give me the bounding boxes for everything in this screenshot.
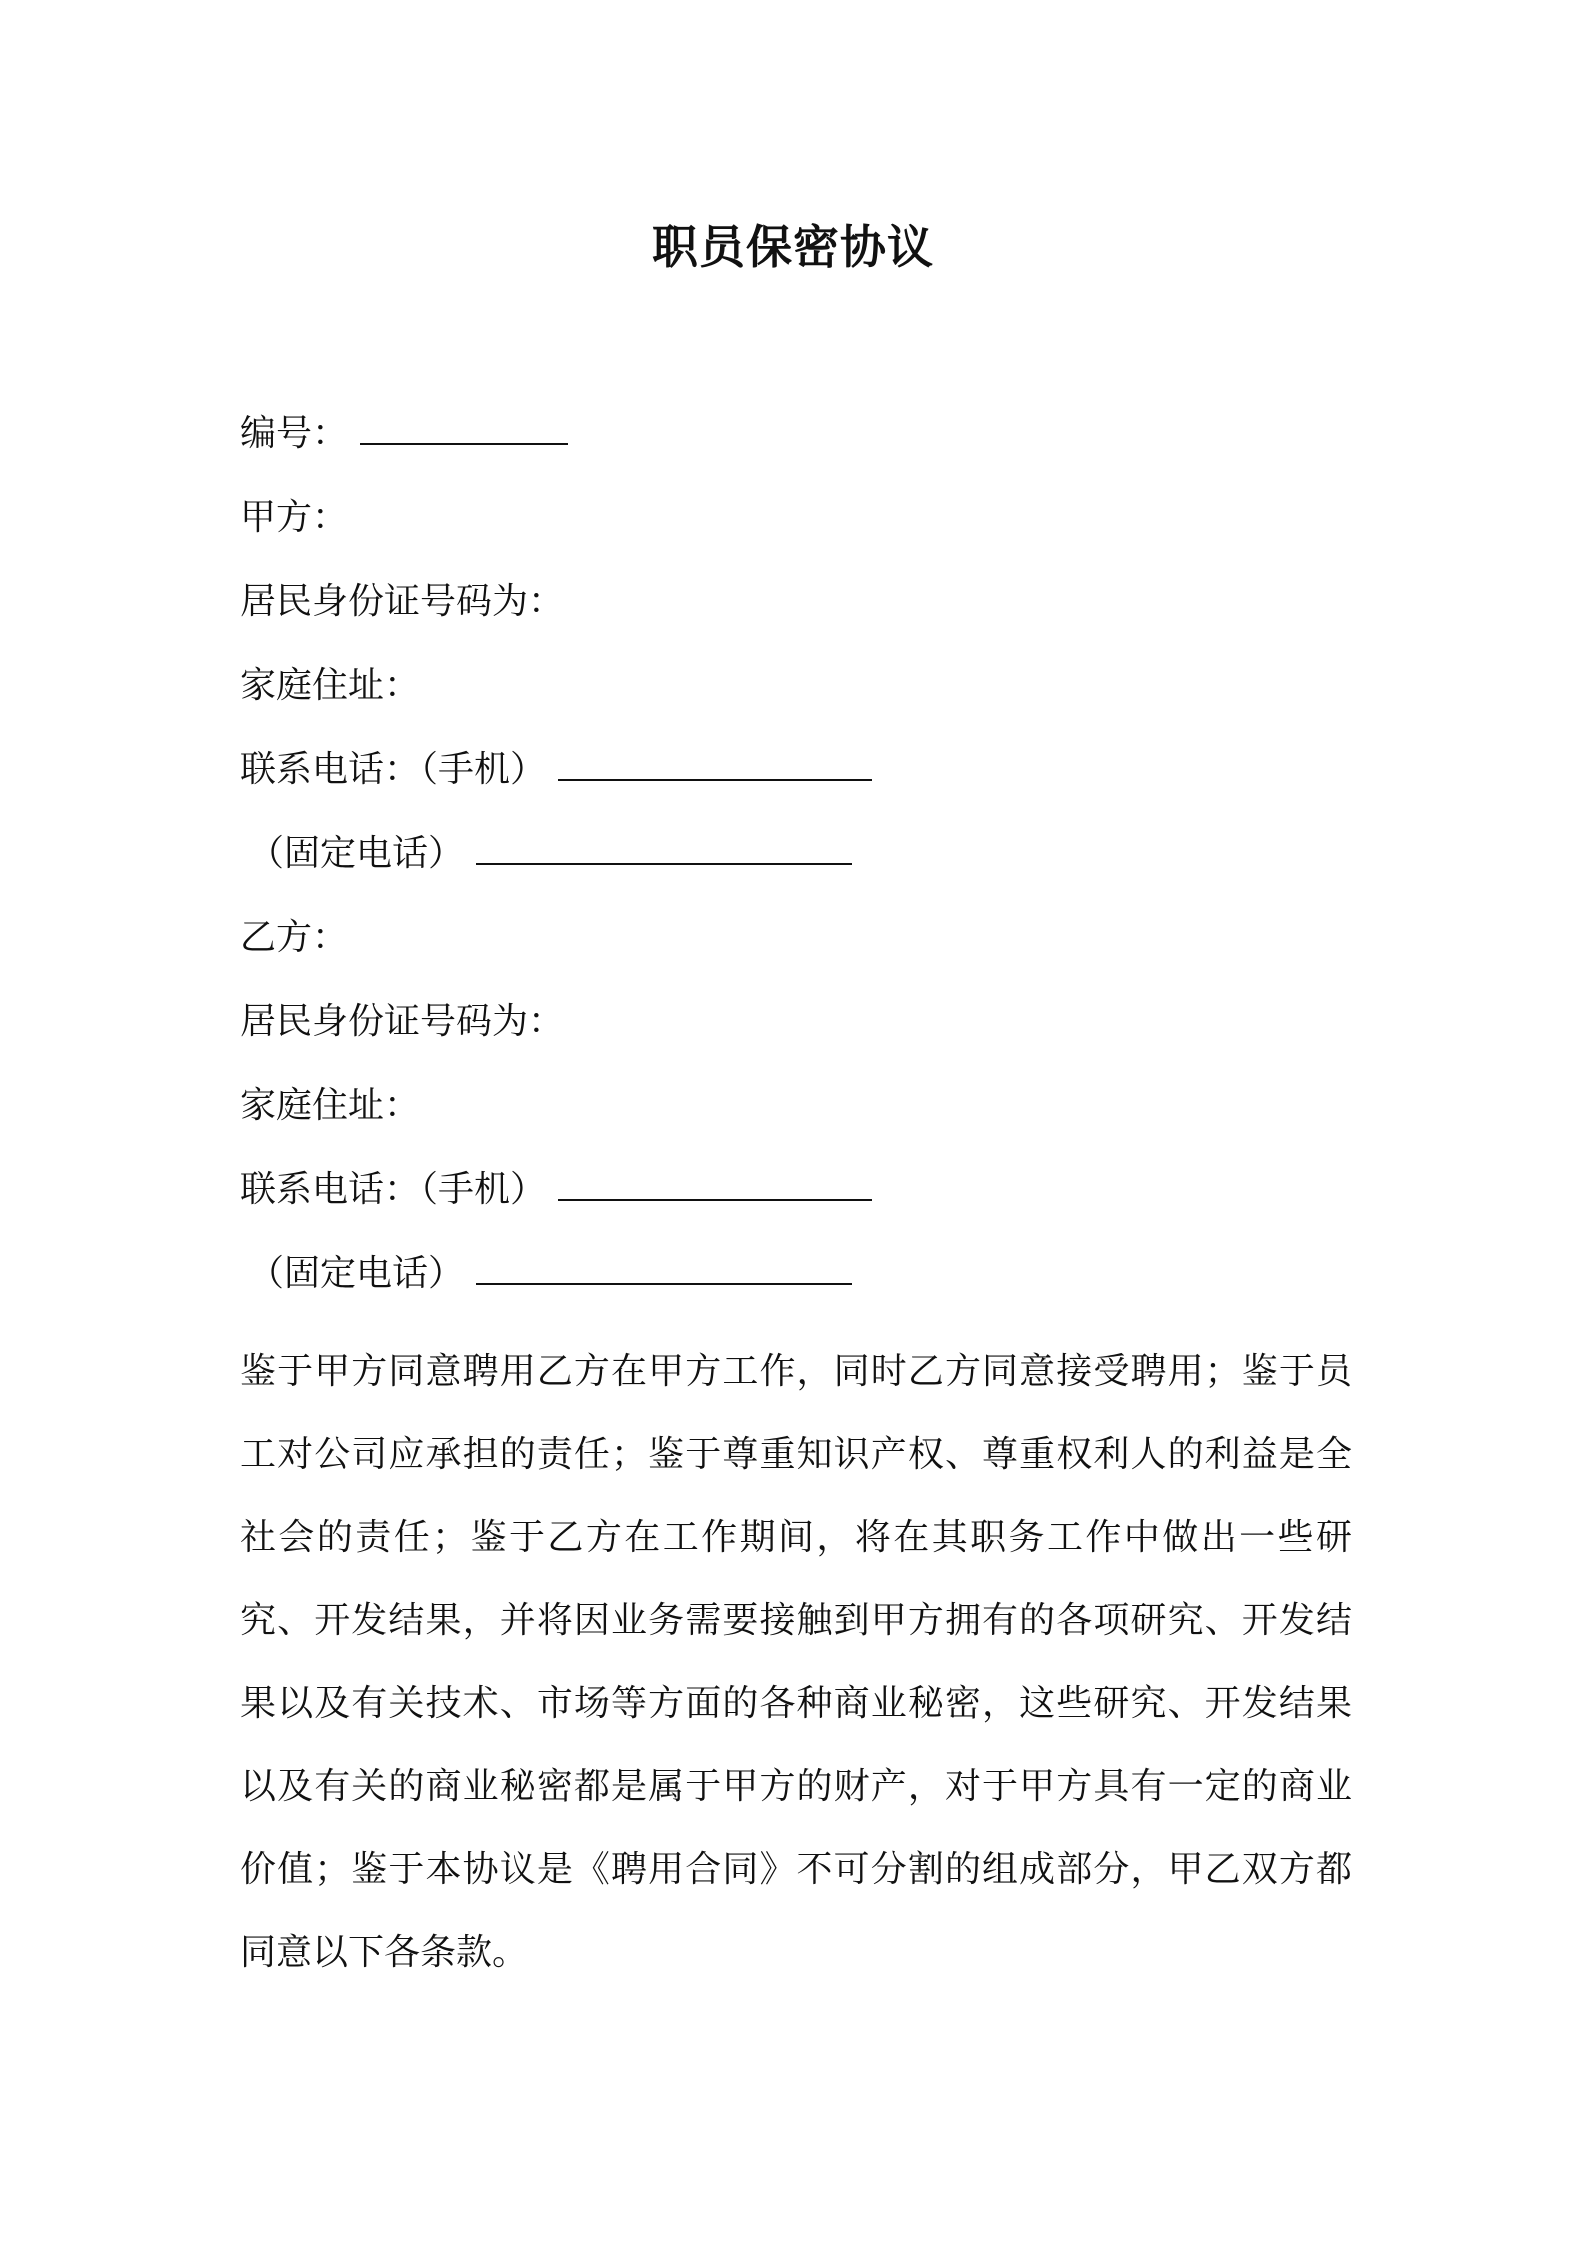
party-b-landline-blank — [476, 1279, 852, 1285]
party-b-id-label: 居民身份证号码为： — [240, 1001, 565, 1042]
party-b-landline-field — [248, 1248, 852, 1300]
party-b-mobile-label: 联系电话：（手机） — [240, 1169, 547, 1210]
party-a-mobile-field — [240, 744, 872, 796]
party-b-mobile-blank — [558, 1195, 872, 1201]
party-b-label: 乙方： — [240, 917, 349, 958]
party-b-address-label: 家庭住址： — [240, 1085, 421, 1126]
party-a-mobile-blank — [558, 775, 872, 781]
party-a-address-label: 家庭住址： — [240, 665, 421, 706]
party-a-landline-field — [248, 828, 852, 880]
party-b-mobile-field — [240, 1164, 872, 1216]
party-a-landline-label: （固定电话） — [248, 833, 465, 874]
party-a-mobile-label: 联系电话：（手机） — [240, 749, 547, 790]
party-a-label: 甲方： — [240, 497, 349, 538]
party-a-landline-blank — [476, 859, 852, 865]
number-label: 编号： — [240, 413, 349, 454]
document-title: 职员保密协议 — [652, 220, 934, 274]
number-blank — [360, 439, 568, 445]
party-b-landline-label: （固定电话） — [248, 1253, 465, 1294]
party-a-id-label: 居民身份证号码为： — [240, 581, 565, 622]
preamble-paragraph: 鉴于甲方同意聘用乙方在甲方工作，同时乙方同意接受聘用；鉴于员工对公司应承担的责任；鉴于尊重知识产权、尊重权利人的利益是全社会的责任；鉴于乙方在工作期间，将在其职务工作中做出一些研究、开发结果，并将因业务需要接触到甲方拥有的各项研究、开发结果以及有关技术、市场等方面的各种商业秘密，这些研究、开发结果以及有关的商业秘密都是属于甲方的财产，对于甲方具有一定的商业价值；鉴于本协议是《聘用合同》不可分割的组成部分，甲乙双方都同意以下各条款。 — [240, 1351, 1352, 1973]
number-field — [240, 408, 568, 460]
